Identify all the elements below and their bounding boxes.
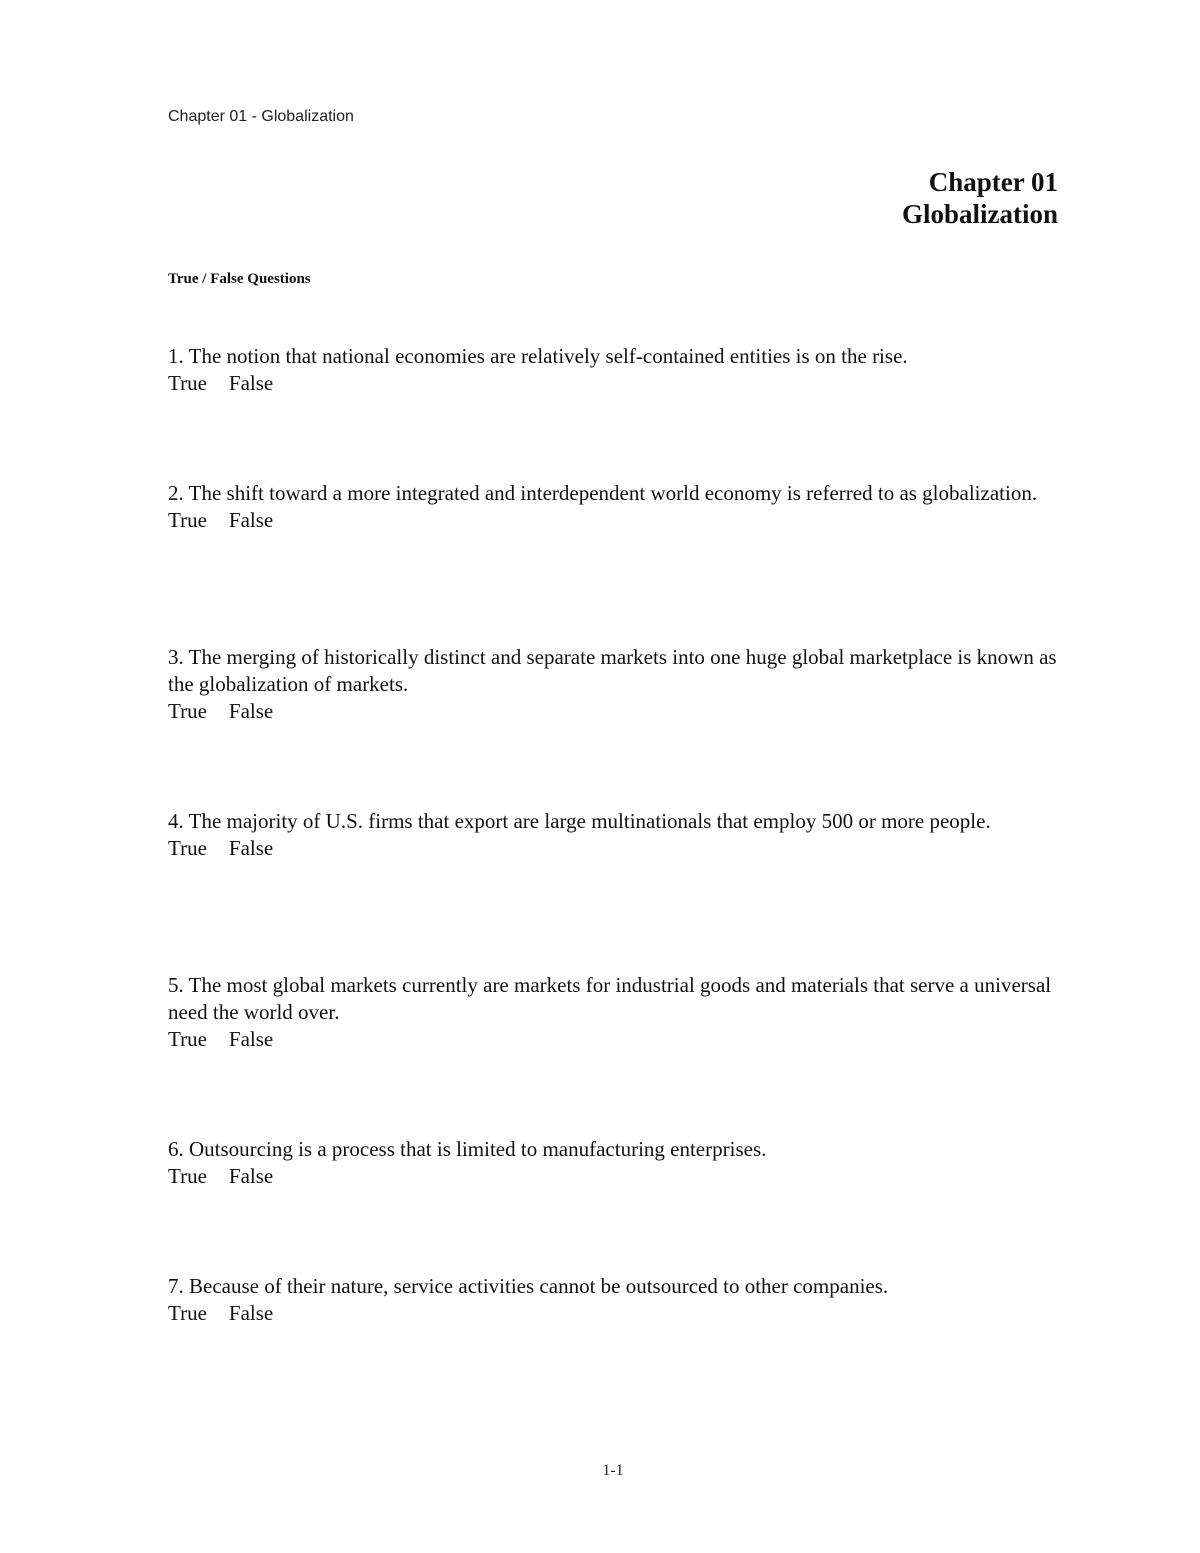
answer-options — [168, 1163, 1068, 1190]
chapter-name: Globalization — [901, 199, 1058, 229]
answer-options — [168, 1026, 1068, 1053]
question-text: 1. The notion that national economies are relatively self-contained entities is on the rise. — [168, 344, 908, 368]
question-4 — [168, 808, 1068, 862]
answer-options — [168, 1300, 1068, 1327]
question-text: 7. Because of their nature, service activities cannot be outsourced to other companies. — [168, 1274, 889, 1298]
question-1 — [168, 343, 1068, 397]
question-text: 6. Outsourcing is a process that is limited to manufacturing enterprises. — [168, 1137, 767, 1161]
answer-true: True — [168, 1301, 207, 1325]
answer-true: True — [168, 1164, 207, 1188]
question-2 — [168, 480, 1068, 534]
question-text: 3. The merging of historically distinct and separate markets into one huge global marketplace is known as the globalization of markets. — [168, 645, 1057, 696]
chapter-title — [902, 166, 1058, 230]
question-text: 4. The majority of U.S. firms that export are large multinationals that employ 500 or more people. — [168, 809, 991, 833]
page-number: 1-1 — [602, 1462, 624, 1479]
answer-false: False — [228, 1027, 274, 1051]
answer-false: False — [228, 1164, 274, 1188]
question-text: 2. The shift toward a more integrated and interdependent world economy is referred to as globalization. — [168, 481, 1038, 505]
question-text: 5. The most global markets currently are markets for industrial goods and materials that serve a universal need the world over. — [168, 973, 1052, 1024]
answer-false: False — [228, 1301, 274, 1325]
answer-true: True — [168, 508, 207, 532]
answer-true: True — [168, 1027, 207, 1051]
answer-true: True — [168, 371, 207, 395]
question-7 — [168, 1273, 1068, 1327]
answer-false: False — [228, 699, 274, 723]
answer-options — [168, 835, 1068, 862]
answer-false: False — [228, 508, 274, 532]
answer-true: True — [168, 699, 207, 723]
question-5 — [168, 972, 1068, 1053]
answer-true: True — [168, 836, 207, 860]
chapter-number: Chapter 01 — [928, 167, 1058, 197]
running-header: Chapter 01 - Globalization — [168, 108, 354, 125]
section-heading: True / False Questions — [168, 271, 311, 287]
answer-options — [168, 507, 1068, 534]
answer-false: False — [228, 371, 274, 395]
question-3 — [168, 644, 1068, 725]
question-6 — [168, 1136, 1068, 1190]
answer-false: False — [228, 836, 274, 860]
answer-options — [168, 698, 1068, 725]
answer-options — [168, 370, 1068, 397]
